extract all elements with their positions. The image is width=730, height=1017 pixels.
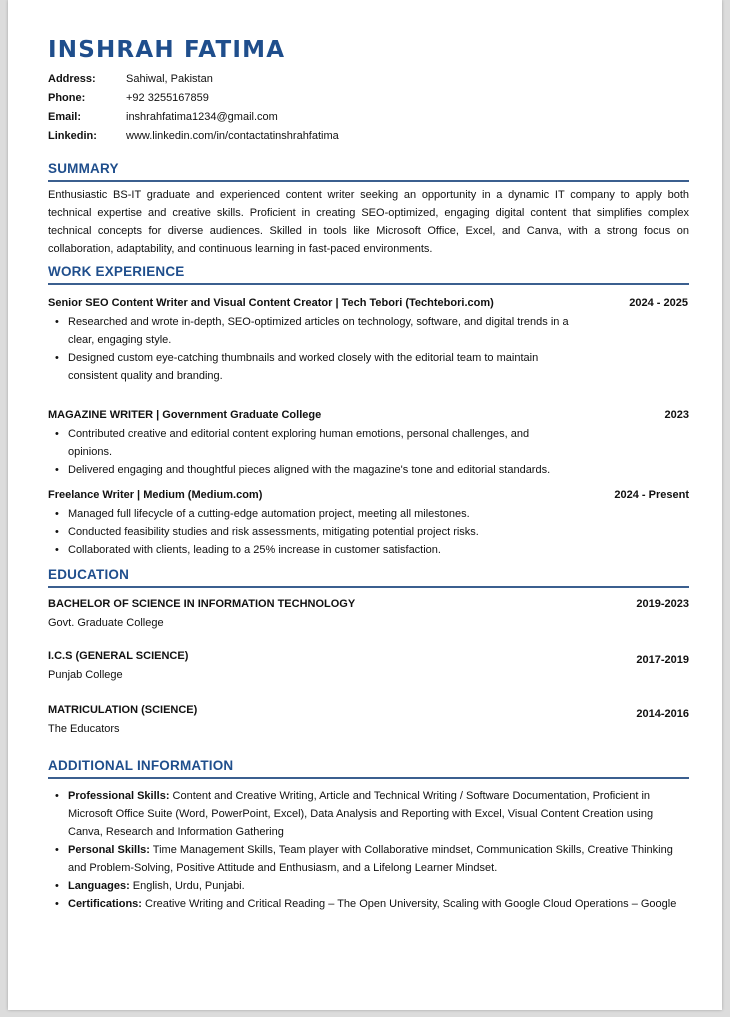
contact-row-linkedin [48,127,689,146]
additional-label: Personal Skills: [68,844,150,856]
education-years: 2019-2023 [636,598,689,610]
contact-linkedin: www.linkedin.com/in/contactatinshrahfatima [126,130,339,142]
section-title-summary: SUMMARY [48,161,689,182]
job-entry [48,487,689,559]
bullet-item: • Conducted feasibility studies and risk assessments, mitigating potential project risks. [48,523,689,541]
job-header [48,295,688,311]
additional-label: Professional Skills: [68,790,170,802]
work-experience-section [48,264,689,559]
job-title: MAGAZINE WRITER | Government Graduate College [48,409,322,421]
degree-name: MATRICULATION (SCIENCE) [48,704,198,716]
contact-phone: +92 3255167859 [126,92,209,104]
education-years: 2014-2016 [636,708,689,720]
bullet-item: • Designed custom eye-catching thumbnails and worked closely with the editorial team to maintain consistent quality and branding. [48,349,578,385]
job-bullets [48,313,578,385]
additional-text: Creative Writing and Critical Reading – The Open University, Scaling with Google Cloud Operations – Google [141,898,677,910]
additional-item [48,895,689,913]
education-section [48,567,689,738]
job-title: Freelance Writer | Medium (Medium.com) [48,489,263,501]
bullet-item: • Researched and wrote in-depth, SEO-optimized articles on technology, software, and digital trends in a clear, engaging style. [48,313,578,349]
education-entry [48,648,689,684]
job-bullets [48,505,689,559]
additional-label: Certifications: [68,898,142,910]
education-entry [48,702,689,738]
section-title-education: EDUCATION [48,567,689,588]
section-title-additional: ADDITIONAL INFORMATION [48,758,689,779]
additional-info-list [48,787,689,913]
contact-block [48,70,689,146]
contact-label: Email: [48,111,82,123]
job-date: 2024 - 2025 [629,297,688,309]
school-name: Govt. Graduate College [48,617,164,629]
education-entry [48,596,689,632]
additional-text: Time Management Skills, Team player with Collaborative mindset, Communication Skills, Creative Thinking and Problem-Solving, Positive Attitude and Enthusiasm, and a Lifelong Learner Mindset. [68,844,673,874]
bullet-item: • Contributed creative and editorial content exploring human emotions, personal challenges, and opinions. [48,425,568,461]
resume-content [48,36,689,913]
degree-name: BACHELOR OF SCIENCE IN INFORMATION TECHNOLOGY [48,598,356,610]
resume-page [8,0,722,1010]
job-title: Senior SEO Content Writer and Visual Content Creator | Tech Tebori (Techtebori.com) [48,297,494,309]
bullet-item: • Delivered engaging and thoughtful pieces aligned with the magazine's tone and editorial standards. [48,461,568,479]
degree-name: I.C.S (GENERAL SCIENCE) [48,650,189,662]
contact-label: Linkedin: [48,130,97,142]
additional-text: English, Urdu, Punjabi. [129,880,245,892]
contact-row-address [48,70,689,89]
bullet-item: • Collaborated with clients, leading to a 25% increase in customer satisfaction. [48,541,689,559]
contact-row-phone [48,89,689,108]
additional-label: Languages: [68,880,130,892]
school-name: The Educators [48,723,120,735]
summary-section [48,161,689,258]
job-date: 2024 - Present [614,489,689,501]
education-details [48,648,188,684]
additional-item [48,841,689,877]
contact-label: Address: [48,73,96,85]
school-name: Punjab College [48,669,123,681]
job-date: 2023 [664,409,689,421]
job-header [48,487,689,503]
job-bullets [48,425,568,479]
contact-email: inshrahfatima1234@gmail.com [126,111,278,123]
education-details [48,702,197,738]
contact-row-email [48,108,689,127]
job-entry [48,295,689,385]
additional-item [48,877,689,895]
additional-info-section [48,758,689,913]
contact-label: Phone: [48,92,86,104]
additional-item [48,787,689,841]
bullet-item: • Managed full lifecycle of a cutting-edge automation project, meeting all milestones. [48,505,689,523]
job-entry [48,407,689,479]
job-header [48,407,689,423]
additional-text: Content and Creative Writing, Article and Technical Writing / Software Documentation, Proficient in Microsoft Office Suite (Word, PowerPoint, Excel), Data Analysis and Reporting with Excel, Visual Content Creation using Canva, Research and Information Gathering [68,790,654,838]
education-years: 2017-2019 [636,654,689,666]
candidate-name: INSHRAH FATIMA [48,37,286,63]
contact-address: Sahiwal, Pakistan [126,73,213,85]
section-title-work: WORK EXPERIENCE [48,264,689,285]
summary-text: Enthusiastic BS-IT graduate and experienced content writer seeking an opportunity in a dynamic IT company to apply both technical expertise and creative skills. Proficient in creating SEO-optimized, engaging digital content that simplifies complex technical concepts for diverse audiences. Skilled in tools like Microsoft Office, Excel, and Canva, with a strong focus on collaboration, adaptability, and continuous learning in fast-paced environments. [48,189,689,255]
education-details [48,596,355,632]
